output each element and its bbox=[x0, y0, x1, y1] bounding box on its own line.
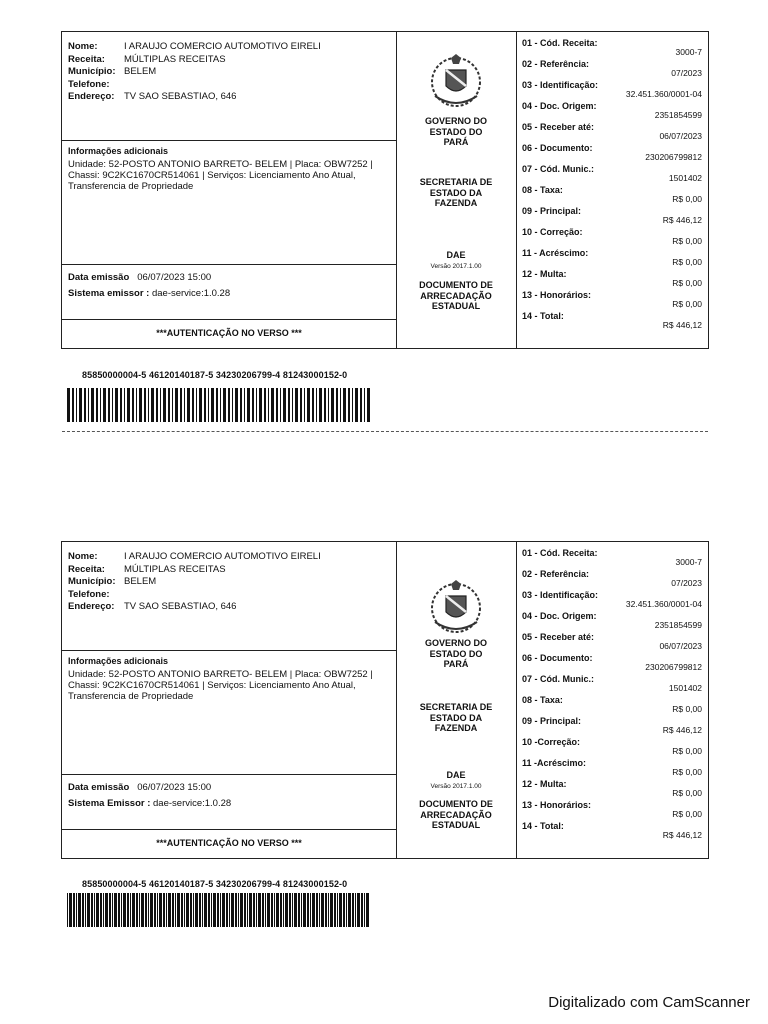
info-text: Unidade: 52-POSTO ANTONIO BARRETO- BELEM | Placa: OBW7252 | Chassi: 9C2KC1670CR514061 | Serviços: Licenciamento Ano Atual, Transferencia de Propriedade bbox=[68, 159, 373, 192]
endereco-row bbox=[68, 601, 396, 614]
municipio-row bbox=[68, 576, 396, 589]
field-value: R$ 0,00 bbox=[672, 236, 702, 246]
endereco-row bbox=[68, 91, 396, 104]
receita-value: MÚLTIPLAS RECEITAS bbox=[124, 53, 226, 65]
taxpayer-box bbox=[62, 32, 396, 141]
field-row bbox=[522, 674, 702, 695]
doc-text: DOCUMENTO DE ARRECADAÇÃO ESTADUAL bbox=[419, 280, 493, 311]
info-title: Informações adicionais bbox=[68, 146, 169, 156]
field-label: 04 - Doc. Origem: bbox=[522, 611, 597, 621]
municipio-row bbox=[68, 66, 396, 79]
gov-text: GOVERNO DO ESTADO DO PARÁ bbox=[424, 116, 487, 147]
info-box bbox=[62, 140, 396, 265]
field-label: 03 - Identificação: bbox=[522, 590, 599, 600]
field-value: 1501402 bbox=[668, 683, 702, 693]
field-label: 06 - Documento: bbox=[522, 143, 593, 153]
field-label: 05 - Receber até: bbox=[522, 632, 595, 642]
autenticacao-text: ***AUTENTICAÇÃO NO VERSO *** bbox=[156, 838, 302, 848]
field-label: 03 - Identificação: bbox=[522, 80, 599, 90]
auth-box bbox=[62, 319, 396, 350]
field-row bbox=[522, 143, 702, 164]
field-row bbox=[522, 38, 702, 59]
receita-row bbox=[68, 54, 396, 67]
nome-row bbox=[68, 41, 396, 54]
field-label: 09 - Principal: bbox=[522, 206, 582, 216]
info-text: Unidade: 52-POSTO ANTONIO BARRETO- BELEM | Placa: OBW7252 | Chassi: 9C2KC1670CR514061 | Serviços: Licenciamento Ano Atual, Transferencia de Propriedade bbox=[68, 669, 373, 702]
taxpayer-column bbox=[62, 542, 397, 858]
data-emissao-row bbox=[62, 774, 396, 796]
field-label: 05 - Receber até: bbox=[522, 122, 595, 132]
field-row bbox=[522, 653, 702, 674]
field-value: R$ 446,12 bbox=[662, 830, 702, 840]
field-label: 11 -Acréscimo: bbox=[522, 758, 587, 768]
field-label: 01 - Cód. Receita: bbox=[522, 38, 598, 48]
barcode bbox=[67, 388, 371, 422]
municipio-label: Município: bbox=[68, 576, 116, 587]
doc-text: DOCUMENTO DE ARRECADAÇÃO ESTADUAL bbox=[419, 799, 493, 830]
field-value: R$ 0,00 bbox=[672, 704, 702, 714]
field-label: 13 - Honorários: bbox=[522, 800, 592, 810]
receita-value: MÚLTIPLAS RECEITAS bbox=[124, 563, 226, 575]
field-value: 230206799812 bbox=[645, 152, 702, 162]
field-value: 230206799812 bbox=[645, 662, 702, 672]
field-value: 06/07/2023 bbox=[659, 131, 702, 141]
field-row bbox=[522, 269, 702, 290]
field-row bbox=[522, 80, 702, 101]
nome-value: I ARAUJO COMERCIO AUTOMOTIVO EIRELI bbox=[124, 551, 321, 562]
field-value: R$ 446,12 bbox=[662, 725, 702, 735]
field-value: 2351854599 bbox=[654, 620, 702, 630]
info-box bbox=[62, 650, 396, 775]
sistema-row bbox=[62, 286, 396, 302]
emission-box bbox=[62, 774, 396, 830]
field-row bbox=[522, 821, 702, 842]
receita-label: Receita: bbox=[68, 563, 105, 575]
telefone-row bbox=[68, 79, 396, 92]
field-row bbox=[522, 122, 702, 143]
field-row bbox=[522, 101, 702, 122]
scanner-watermark: Digitalizado com CamScanner bbox=[548, 994, 750, 1011]
taxpayer-box bbox=[62, 542, 396, 651]
sistema-value: dae-service:1.0.28 bbox=[153, 798, 232, 809]
field-value: 3000-7 bbox=[675, 47, 702, 57]
field-value: 2351854599 bbox=[654, 110, 702, 120]
municipio-value: BELEM bbox=[124, 576, 157, 587]
field-row bbox=[522, 779, 702, 800]
telefone-label: Telefone: bbox=[68, 78, 110, 90]
linha-digitavel: 85850000004-5 46120140187-5 34230206799-4 81243000152-0 bbox=[82, 879, 348, 889]
receita-label: Receita: bbox=[68, 53, 105, 65]
field-value: R$ 0,00 bbox=[672, 257, 702, 267]
field-label: 07 - Cód. Munic.: bbox=[522, 674, 594, 684]
field-label: 10 -Correção: bbox=[522, 737, 581, 747]
sistema-label: Sistema emissor : bbox=[68, 288, 150, 299]
field-value: R$ 0,00 bbox=[672, 194, 702, 204]
gov-text: GOVERNO DO ESTADO DO PARÁ bbox=[424, 638, 487, 669]
dae-text: DAE bbox=[446, 250, 466, 260]
field-row bbox=[522, 59, 702, 80]
field-row bbox=[522, 185, 702, 206]
field-row bbox=[522, 248, 702, 269]
data-emissao-value: 06/07/2023 15:00 bbox=[137, 782, 212, 793]
field-row bbox=[522, 569, 702, 590]
telefone-label: Telefone: bbox=[68, 588, 110, 600]
field-row bbox=[522, 737, 702, 758]
versao-text: Versão 2017.1.00 bbox=[430, 783, 482, 790]
field-label: 02 - Referência: bbox=[522, 569, 590, 579]
linha-digitavel: 85850000004-5 46120140187-5 34230206799-4 81243000152-0 bbox=[82, 370, 348, 380]
field-row bbox=[522, 311, 702, 332]
dae-form-2 bbox=[61, 541, 709, 859]
field-value: 3000-7 bbox=[675, 557, 702, 567]
endereco-label: Endereço: bbox=[68, 601, 115, 612]
field-row bbox=[522, 632, 702, 653]
data-emissao-label: Data emissão bbox=[68, 782, 130, 793]
field-value: R$ 446,12 bbox=[662, 215, 702, 225]
field-row bbox=[522, 290, 702, 311]
fields-column bbox=[516, 542, 708, 858]
issuer-column bbox=[396, 32, 517, 348]
field-row bbox=[522, 206, 702, 227]
field-label: 12 - Multa: bbox=[522, 779, 567, 789]
field-label: 04 - Doc. Origem: bbox=[522, 101, 597, 111]
endereco-label: Endereço: bbox=[68, 91, 115, 102]
field-row bbox=[522, 227, 702, 248]
field-row bbox=[522, 695, 702, 716]
field-row bbox=[522, 611, 702, 632]
municipio-value: BELEM bbox=[124, 66, 157, 77]
info-title: Informações adicionais bbox=[68, 656, 169, 666]
field-label: 13 - Honorários: bbox=[522, 290, 592, 300]
field-label: 12 - Multa: bbox=[522, 269, 567, 279]
coat-of-arms-icon bbox=[429, 578, 483, 636]
field-label: 14 - Total: bbox=[522, 821, 564, 831]
barcode bbox=[67, 893, 371, 927]
receita-row bbox=[68, 564, 396, 577]
cut-line bbox=[62, 431, 708, 432]
field-value: R$ 0,00 bbox=[672, 767, 702, 777]
municipio-label: Município: bbox=[68, 66, 116, 77]
field-label: 14 - Total: bbox=[522, 311, 564, 321]
field-label: 08 - Taxa: bbox=[522, 185, 563, 195]
data-emissao-row bbox=[62, 264, 396, 286]
field-value: 07/2023 bbox=[671, 68, 702, 78]
sistema-label: Sistema Emissor : bbox=[68, 798, 151, 809]
field-label: 11 - Acréscimo: bbox=[522, 248, 589, 258]
sistema-row bbox=[62, 796, 396, 812]
field-row bbox=[522, 800, 702, 821]
field-value: R$ 0,00 bbox=[672, 746, 702, 756]
field-row bbox=[522, 164, 702, 185]
auth-box bbox=[62, 829, 396, 860]
sistema-value: dae-service:1.0.28 bbox=[151, 288, 231, 299]
issuer-column bbox=[396, 542, 517, 858]
autenticacao-text: ***AUTENTICAÇÃO NO VERSO *** bbox=[156, 328, 302, 338]
field-row bbox=[522, 548, 702, 569]
nome-value: I ARAUJO COMERCIO AUTOMOTIVO EIRELI bbox=[124, 41, 321, 52]
field-value: 06/07/2023 bbox=[659, 641, 702, 651]
fields-column bbox=[516, 32, 708, 348]
sec-text: SECRETARIA DE ESTADO DA FAZENDA bbox=[419, 702, 493, 733]
field-value: R$ 0,00 bbox=[672, 809, 702, 819]
field-label: 06 - Documento: bbox=[522, 653, 593, 663]
field-label: 07 - Cód. Munic.: bbox=[522, 164, 594, 174]
versao-text: Versão 2017.1.00 bbox=[430, 263, 482, 270]
sec-text: SECRETARIA DE ESTADO DA FAZENDA bbox=[419, 177, 493, 208]
nome-row bbox=[68, 551, 396, 564]
nome-label: Nome: bbox=[68, 41, 98, 52]
data-emissao-label: Data emissão bbox=[68, 272, 130, 283]
field-value: 32.451.360/0001-04 bbox=[625, 89, 702, 99]
field-value: 32.451.360/0001-04 bbox=[625, 599, 702, 609]
dae-text: DAE bbox=[446, 770, 466, 780]
field-label: 01 - Cód. Receita: bbox=[522, 548, 598, 558]
field-label: 09 - Principal: bbox=[522, 716, 582, 726]
field-label: 08 - Taxa: bbox=[522, 695, 563, 705]
taxpayer-column bbox=[62, 32, 397, 348]
field-value: R$ 0,00 bbox=[672, 278, 702, 288]
endereco-value: TV SAO SEBASTIAO, 646 bbox=[124, 601, 237, 612]
field-row bbox=[522, 590, 702, 611]
field-value: R$ 0,00 bbox=[672, 788, 702, 798]
data-emissao-value: 06/07/2023 15:00 bbox=[137, 272, 212, 283]
field-label: 02 - Referência: bbox=[522, 59, 590, 69]
dae-form-1 bbox=[61, 31, 709, 349]
field-value: R$ 0,00 bbox=[672, 299, 702, 309]
field-row bbox=[522, 758, 702, 779]
telefone-row bbox=[68, 589, 396, 602]
nome-label: Nome: bbox=[68, 551, 98, 562]
field-value: R$ 446,12 bbox=[662, 320, 702, 330]
endereco-value: TV SAO SEBASTIAO, 646 bbox=[124, 91, 237, 102]
field-value: 1501402 bbox=[668, 173, 702, 183]
field-row bbox=[522, 716, 702, 737]
coat-of-arms-icon bbox=[429, 52, 483, 110]
field-label: 10 - Correção: bbox=[522, 227, 583, 237]
emission-box bbox=[62, 264, 396, 320]
field-value: 07/2023 bbox=[671, 578, 702, 588]
